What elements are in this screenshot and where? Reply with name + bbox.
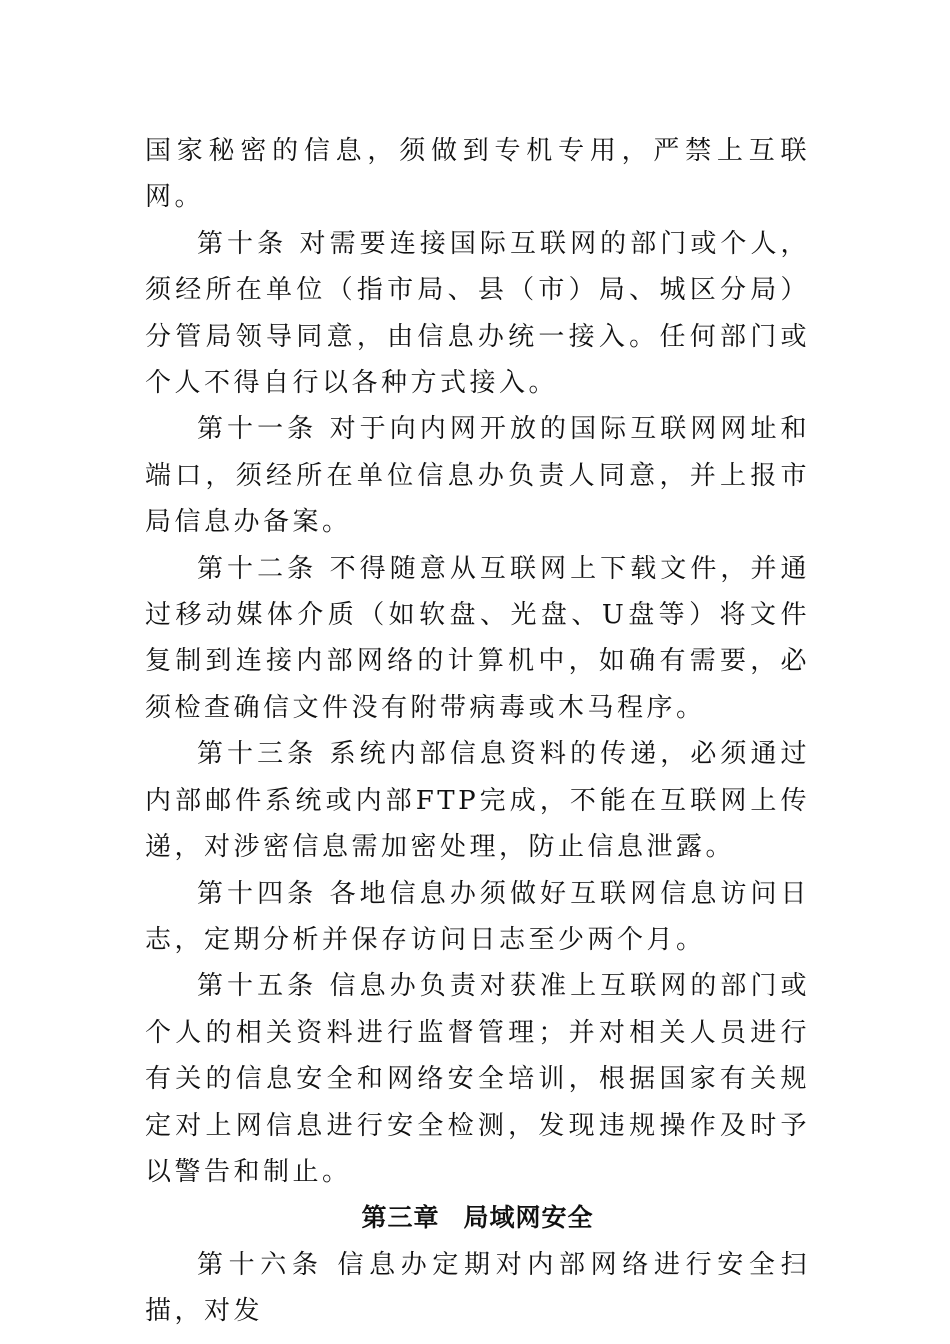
chapter-heading xyxy=(145,1195,810,1241)
paragraph-article-14: 第十四条 各地信息办须做好互联网信息访问日志，定期分析并保存访问日志至少两个月。 xyxy=(145,878,810,955)
paragraph-article-15: 第十五条 信息办负责对获准上互联网的部门或个人的相关资料进行监督管理；并对相关人员进行有关的信息安全和网络安全培训，根据国家有关规定对上网信息进行安全检测，发现违规操作及时予以警告和制止。 xyxy=(145,971,810,1187)
paragraph-article-12: 第十二条 不得随意从互联网上下载文件，并通过移动媒体介质（如软盘、光盘、U盘等）将文件复制到连接内部网络的计算机中，如确有需要，必须检查确信文件没有附带病毒或木马程序。 xyxy=(145,553,810,723)
paragraph-article-16: 第十六条 信息办定期对内部网络进行安全扫描，对发 xyxy=(145,1249,810,1327)
paragraph-article-13: 第十三条 系统内部信息资料的传递，必须通过内部邮件系统或内部FTP完成，不能在互联网上传递，对涉密信息需加密处理，防止信息泄露。 xyxy=(145,739,810,863)
chapter-title: 局域网安全 xyxy=(463,1203,594,1233)
paragraph-continued: 国家秘密的信息，须做到专机专用，严禁上互联网。 xyxy=(145,136,810,213)
document-body xyxy=(145,128,810,1335)
paragraph-article-10: 第十条 对需要连接国际互联网的部门或个人，须经所在单位（指市局、县（市）局、城区分局）分管局领导同意，由信息办统一接入。任何部门或个人不得自行以各种方式接入。 xyxy=(145,228,810,399)
chapter-number: 第三章 xyxy=(361,1203,440,1233)
paragraph-article-11: 第十一条 对于向内网开放的国际互联网网址和端口，须经所在单位信息办负责人同意，并上报市局信息办备案。 xyxy=(145,414,810,538)
